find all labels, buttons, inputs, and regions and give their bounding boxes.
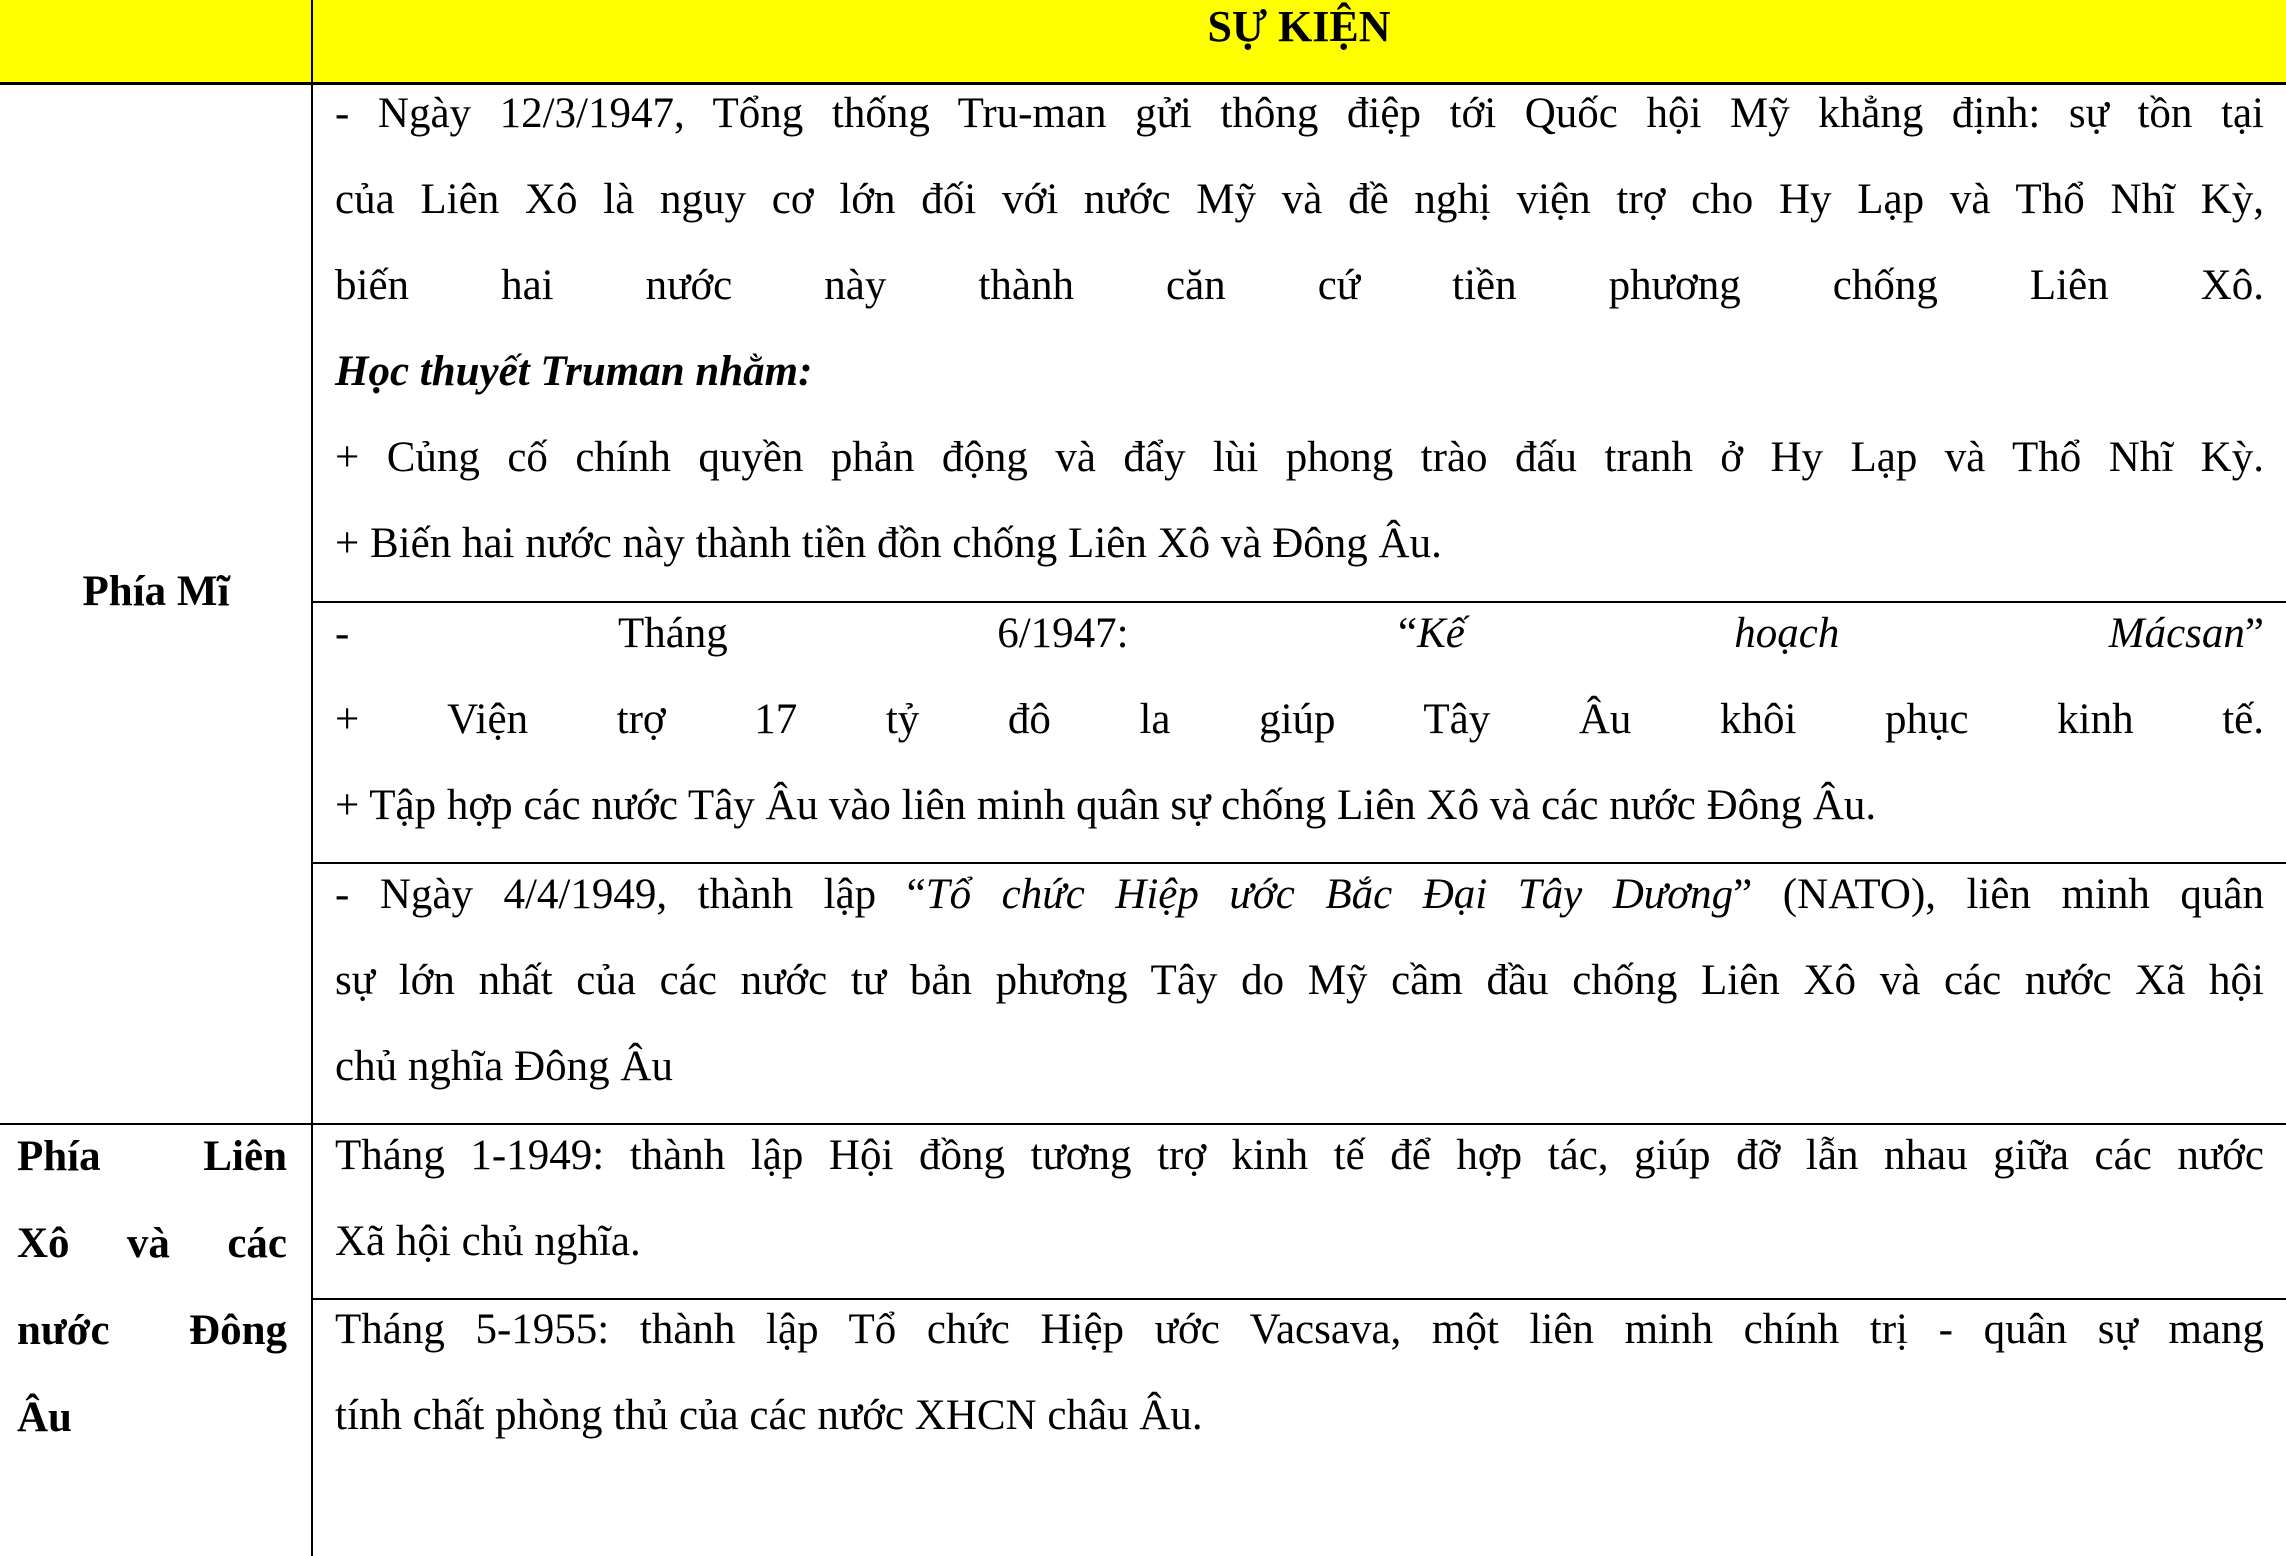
text-segment: + Tập hợp các nước Tây Âu vào liên minh quân sự chống Liên Xô và các nước Đông Âu. bbox=[335, 782, 1877, 829]
text-line bbox=[335, 1373, 2264, 1459]
column-divider bbox=[311, 0, 313, 1556]
side-label-line: Xô và các bbox=[17, 1220, 287, 1267]
text-segment: - Tháng 6/1947: “ bbox=[335, 610, 1418, 657]
text-segment: sự lớn nhất của các nước tư bản phương Tây do Mỹ cầm đầu chống Liên Xô và các nước Xã hội bbox=[335, 957, 2264, 1004]
text-line bbox=[335, 938, 2264, 1024]
text-segment: + Viện trợ 17 tỷ đô la giúp Tây Âu khôi phục kinh tế. bbox=[335, 696, 2264, 743]
text-line bbox=[335, 1024, 2264, 1110]
text-line bbox=[335, 71, 2264, 157]
text-segment: Tháng 1-1949: thành lập Hội đồng tương trợ kinh tế để hợp tác, giúp đỡ lẫn nhau giữa các nước bbox=[335, 1132, 2264, 1179]
text-line bbox=[335, 415, 2264, 501]
side-label-soviet bbox=[17, 1113, 287, 1461]
event-cell-truman bbox=[335, 71, 2264, 587]
text-line bbox=[335, 1113, 2264, 1199]
side-label-usa: Phía Mĩ bbox=[82, 568, 230, 615]
text-line bbox=[335, 243, 2264, 329]
side-label-line: Âu bbox=[17, 1394, 72, 1441]
text-segment: + Biến hai nước này thành tiền đồn chống Liên Xô và Đông Âu. bbox=[335, 520, 1442, 567]
emphasized-text: Học thuyết Truman nhằm: bbox=[335, 348, 813, 395]
text-segment: - Ngày 4/4/1949, thành lập “ bbox=[335, 871, 926, 918]
text-line bbox=[335, 501, 2264, 587]
event-cell-comecon bbox=[335, 1113, 2264, 1285]
text-segment: + Củng cố chính quyền phản động và đẩy lùi phong trào đấu tranh ở Hy Lạp và Thổ Nhĩ Kỳ. bbox=[335, 434, 2264, 481]
event-cell-warsaw bbox=[335, 1287, 2264, 1459]
text-line bbox=[335, 763, 2264, 849]
text-line bbox=[335, 157, 2264, 243]
event-cell-marshall bbox=[335, 591, 2264, 849]
header-title: SỰ KIỆN bbox=[1207, 2, 1391, 51]
text-line bbox=[335, 1199, 2264, 1285]
side-label-line: Phía Liên bbox=[17, 1133, 287, 1180]
text-line bbox=[335, 852, 2264, 938]
text-segment: ” (NATO), liên minh quân bbox=[1733, 871, 2264, 918]
text-segment: Tháng 5-1955: thành lập Tổ chức Hiệp ước Vacsava, một liên minh chính trị - quân sự mang bbox=[335, 1306, 2264, 1353]
text-segment: biến hai nước này thành căn cứ tiền phương chống Liên Xô. bbox=[335, 262, 2264, 309]
text-segment: chủ nghĩa Đông Âu bbox=[335, 1043, 673, 1090]
emphasized-text: Tổ chức Hiệp ước Bắc Đại Tây Dương bbox=[925, 871, 1734, 918]
text-segment: Xã hội chủ nghĩa. bbox=[335, 1218, 641, 1265]
text-line bbox=[335, 677, 2264, 763]
text-segment: của Liên Xô là nguy cơ lớn đối với nước Mỹ và đề nghị viện trợ cho Hy Lạp và Thổ Nhĩ Kỳ, bbox=[335, 176, 2264, 223]
text-segment: - Ngày 12/3/1947, Tổng thống Tru-man gửi thông điệp tới Quốc hội Mỹ khẳng định: sự tồn tại bbox=[335, 90, 2264, 137]
text-segment: ” bbox=[2244, 610, 2264, 657]
side-label-line: nước Đông bbox=[17, 1307, 287, 1354]
text-segment: tính chất phòng thủ của các nước XHCN châu Âu. bbox=[335, 1392, 1203, 1439]
text-line bbox=[335, 591, 2264, 677]
text-line bbox=[335, 329, 2264, 415]
text-line bbox=[335, 1287, 2264, 1373]
emphasized-text: Kế hoạch Mácsan bbox=[1417, 610, 2245, 657]
event-cell-nato bbox=[335, 852, 2264, 1110]
